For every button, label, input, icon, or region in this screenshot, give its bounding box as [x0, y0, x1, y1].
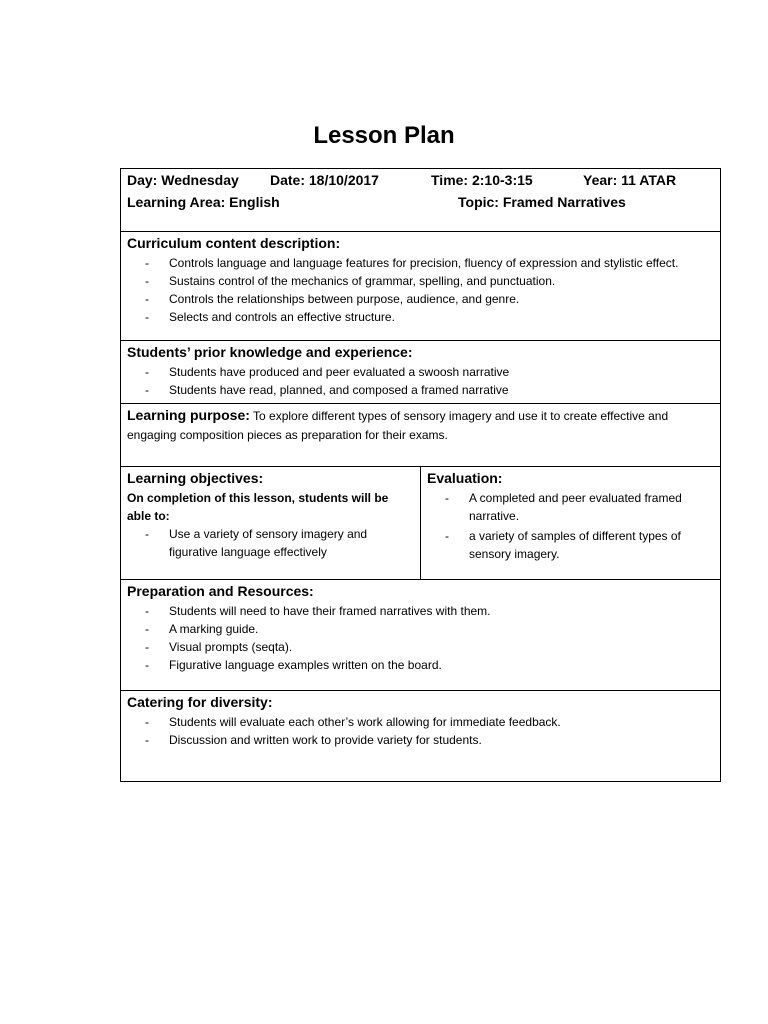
header-line-2: [127, 191, 714, 213]
list-item: - Students have produced and peer evaluated a swoosh narrative: [145, 363, 714, 381]
diversity-heading: Catering for diversity:: [127, 694, 273, 710]
year-field: Year: 11 ATAR: [583, 172, 677, 188]
lesson-header-row: [121, 169, 721, 232]
lesson-header-cell: [121, 169, 721, 232]
diversity-list: [127, 713, 714, 749]
list-item: - Use a variety of sensory imagery and figurative language effectively: [145, 525, 414, 561]
learning-purpose-text: To explore different types of sensory imagery and use it to create effective and engaging composition pieces as preparation for their exams.: [127, 409, 669, 442]
preparation-row: [121, 580, 721, 691]
preparation-list: [127, 602, 714, 674]
list-item: - Controls language and language features for precision, fluency of expression and stylistic effect.: [145, 254, 714, 272]
curriculum-list: [127, 254, 714, 326]
list-item: - Discussion and written work to provide variety for students.: [145, 731, 714, 749]
prior-knowledge-cell: [121, 341, 721, 404]
preparation-cell: [121, 580, 721, 691]
list-item: - Sustains control of the mechanics of grammar, spelling, and punctuation.: [145, 272, 714, 290]
lesson-plan-table: [120, 168, 721, 782]
list-item: - Students will evaluate each other’s work allowing for immediate feedback.: [145, 713, 714, 731]
prior-knowledge-heading: Students’ prior knowledge and experience:: [127, 344, 413, 360]
learning-area-field: Learning Area: English: [127, 194, 280, 210]
date-field: Date: 18/10/2017: [270, 172, 379, 188]
list-item: - Selects and controls an effective structure.: [145, 308, 714, 326]
evaluation-heading: Evaluation:: [427, 470, 503, 486]
list-item: - Controls the relationships between purpose, audience, and genre.: [145, 290, 714, 308]
diversity-row: [121, 691, 721, 782]
learning-purpose-heading: Learning purpose:: [127, 407, 250, 423]
learning-objectives-heading: Learning objectives:: [127, 470, 264, 486]
learning-objectives-list: [127, 525, 414, 561]
time-field: Time: 2:10-3:15: [431, 172, 533, 188]
header-line-1: [127, 169, 714, 191]
learning-objectives-cell: [121, 467, 421, 580]
prior-knowledge-row: [121, 341, 721, 404]
learning-purpose-cell: [121, 404, 721, 467]
list-item: - Students will need to have their framed narratives with them.: [145, 602, 714, 620]
list-item: - A completed and peer evaluated framed narrative.: [445, 489, 714, 525]
list-item: - Figurative language examples written on the board.: [145, 656, 714, 674]
learning-objectives-intro: On completion of this lesson, students will be able to:: [127, 491, 389, 523]
prior-knowledge-list: [127, 363, 714, 399]
diversity-cell: [121, 691, 721, 782]
list-item: - A marking guide.: [145, 620, 714, 638]
objectives-evaluation-row: [121, 467, 721, 580]
preparation-heading: Preparation and Resources:: [127, 583, 314, 599]
list-item: - Students have read, planned, and composed a framed narrative: [145, 381, 714, 399]
curriculum-heading: Curriculum content description:: [127, 235, 341, 251]
page-title: Lesson Plan: [313, 122, 455, 149]
curriculum-row: [121, 232, 721, 341]
evaluation-cell: [421, 467, 721, 580]
curriculum-cell: [121, 232, 721, 341]
list-item: - a variety of samples of different types of sensory imagery.: [445, 527, 714, 563]
learning-purpose-row: [121, 404, 721, 467]
evaluation-list: [427, 489, 714, 563]
day-field: Day: Wednesday: [127, 172, 239, 188]
topic-field: Topic: Framed Narratives: [458, 194, 626, 210]
list-item: - Visual prompts (seqta).: [145, 638, 714, 656]
